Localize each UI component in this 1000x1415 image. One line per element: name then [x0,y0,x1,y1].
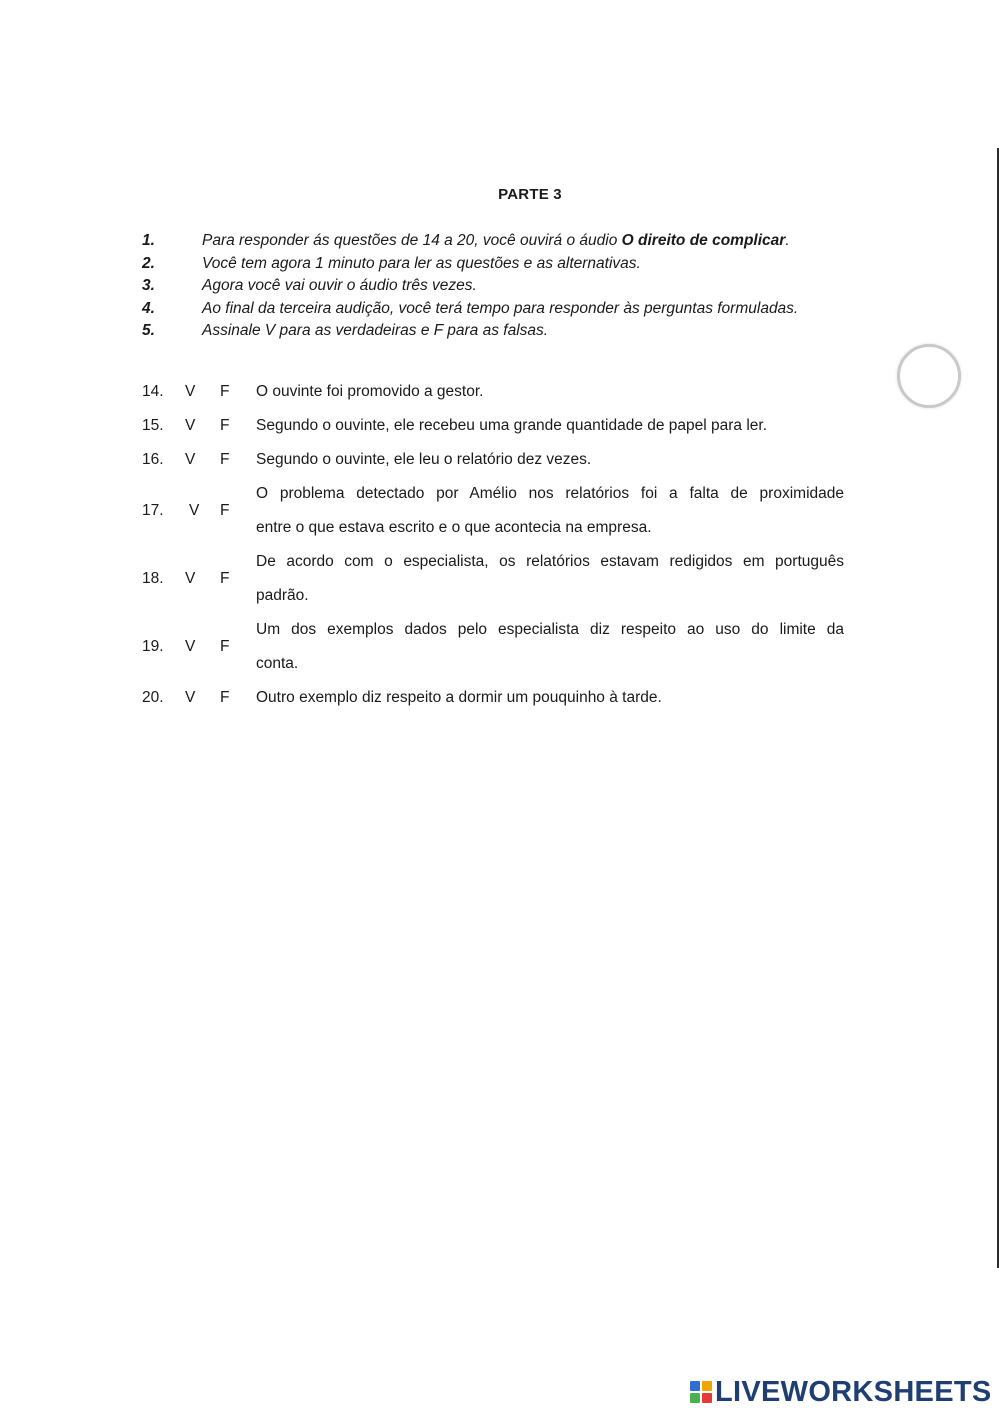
question-text: Segundo o ouvinte, ele leu o relatório dez vezes. [256,451,592,468]
question-row [142,442,846,476]
instruction-text-part: . [785,232,790,249]
instruction-item [142,275,902,298]
question-row [142,612,846,680]
option-false[interactable]: F [220,689,230,706]
option-true[interactable]: V [185,417,196,434]
instruction-text: Ao final da terceira audição, você terá tempo para responder às perguntas formuladas. [202,299,799,317]
question-text-line: entre o que estava escrito e o que acontecia na empresa. [256,519,652,536]
option-false[interactable]: F [220,502,230,519]
option-false[interactable]: F [220,383,230,400]
question-text: O ouvinte foi promovido a gestor. [256,383,484,400]
audio-title: O direito de complicar [621,232,786,249]
question-row [142,408,846,442]
audio-play-button[interactable] [897,344,961,408]
question-number: 15. [142,417,164,434]
question-number: 14. [142,383,164,400]
question-number: 19. [142,638,164,655]
liveworksheets-logo[interactable] [690,1377,992,1407]
logo-text: LIVEWORKSHEETS [715,1376,992,1408]
instruction-number: 1. [142,232,155,249]
question-number: 17. [142,502,164,519]
instruction-number: 5. [142,322,155,339]
option-true[interactable]: V [189,502,200,519]
instruction-text-part: Para responder ás questões de 14 a 20, você ouvirá o áudio [202,232,622,249]
instruction-text [202,230,790,253]
question-text-line: O problema detectado por Amélio nos relatórios foi a falta de proximidade [256,485,844,502]
option-false[interactable]: F [220,570,230,587]
question-row [142,374,846,408]
instruction-item [142,253,902,276]
question-text-line: De acordo com o especialista, os relatórios estavam redigidos em português [256,553,844,570]
question-text: Outro exemplo diz respeito a dormir um pouquinho à tarde. [256,689,662,706]
instruction-item [142,230,902,253]
question-row [142,476,846,544]
option-true[interactable]: V [185,570,196,587]
option-false[interactable]: F [220,451,230,468]
option-false[interactable]: F [220,638,230,655]
question-text-line: conta. [256,655,299,672]
instruction-number: 3. [142,277,155,294]
instruction-item [142,298,902,321]
question-number: 16. [142,451,164,468]
question-text-line: Um dos exemplos dados pelo especialista diz respeito ao uso do limite da [256,621,844,638]
question-number: 18. [142,570,164,587]
question-number: 20. [142,689,164,706]
option-false[interactable]: F [220,417,230,434]
question-row [142,544,846,612]
questions-list [142,374,846,714]
question-row [142,680,846,714]
question-text: Segundo o ouvinte, ele recebeu uma grande quantidade de papel para ler. [256,417,768,434]
option-true[interactable]: V [185,451,196,468]
instruction-number: 2. [142,254,155,272]
option-true[interactable]: V [185,383,196,400]
page-edge-line [997,148,999,1268]
instruction-item [142,320,902,343]
question-text [256,552,844,613]
instruction-text: Assinale V para as verdadeiras e F para as falsas. [202,322,549,339]
question-text [256,484,844,545]
option-true[interactable]: V [185,638,196,655]
page-title: PARTE 3 [498,186,562,203]
question-text-line: padrão. [256,587,309,604]
instruction-text: Você tem agora 1 minuto para ler as questões e as alternativas. [202,254,641,272]
instructions-list [142,230,902,343]
liveworksheets-logo-icon [690,1381,712,1403]
instruction-text: Agora você vai ouvir o áudio três vezes. [202,277,477,294]
question-text [256,620,844,681]
option-true[interactable]: V [185,689,196,706]
instruction-number: 4. [142,299,155,317]
